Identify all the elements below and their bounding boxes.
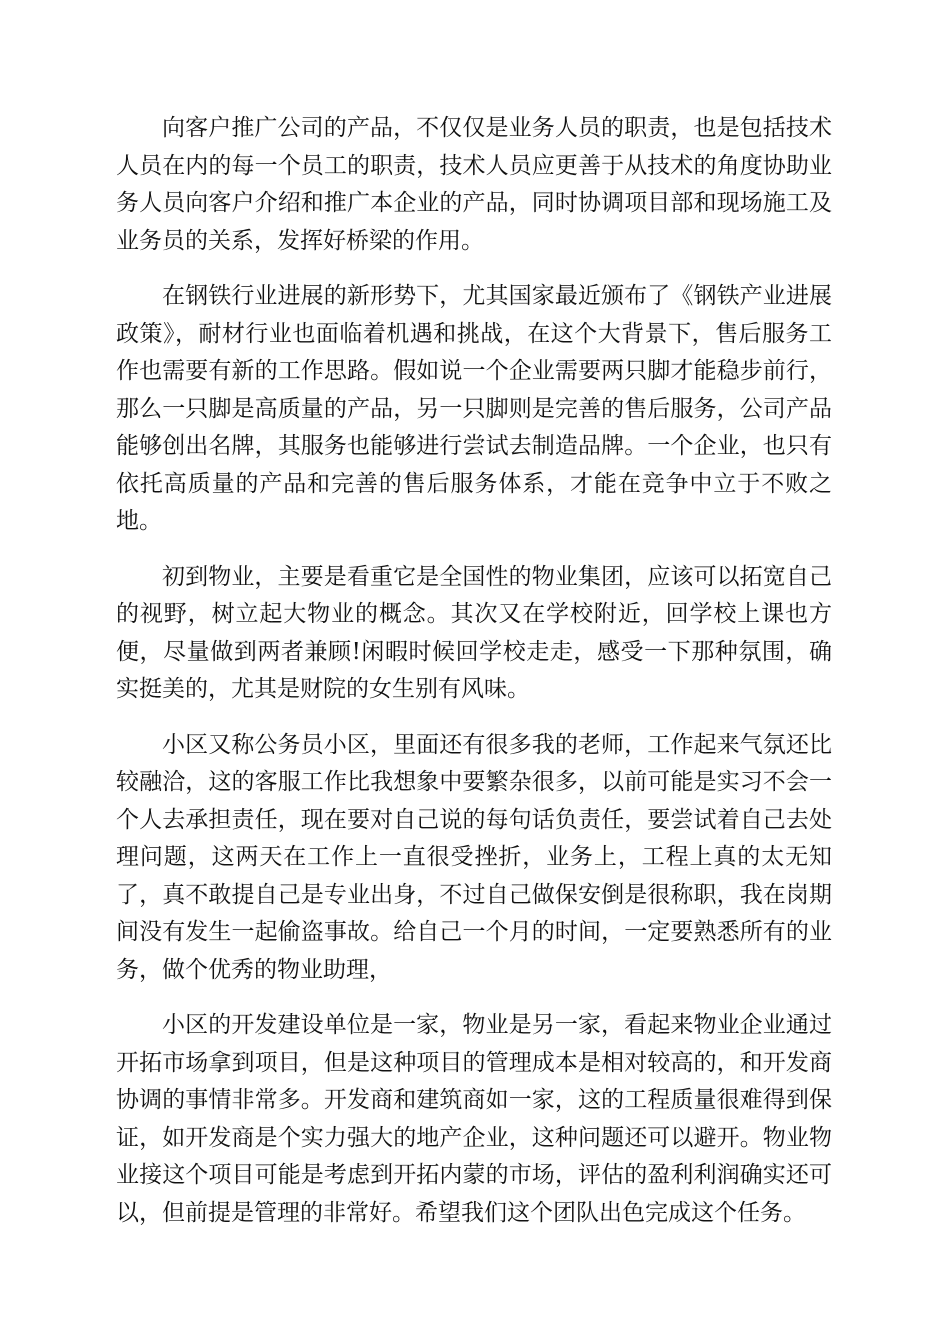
paragraph-2: 在钢铁行业进展的新形势下，尤其国家最近颁布了《钢铁产业进展政策》，耐材行业也面临着机遇和挑战，在这个大背景下，售后服务工作也需要有新的工作思路。假如说一个企业需要两只脚才能稳步前行，那么一只脚是高质量的产品，另一只脚则是完善的售后服务，公司产品能够创出名牌，其服务也能够进行尝试去制造品牌。一个企业，也只有依托高质量的产品和完善的售后服务体系，才能在竞争中立于不败之地。 [116,283,832,534]
document-body [116,110,832,1250]
paragraph-3: 初到物业，主要是看重它是全国性的物业集团，应该可以拓宽自己的视野，树立起大物业的概念。其次又在学校附近，回学校上课也方便，尽量做到两者兼顾!闲暇时候回学校走走，感受一下那种氛围，确实挺美的，尤其是财院的女生别有风味。 [116,563,832,702]
paragraph-4: 小区又称公务员小区，里面还有很多我的老师，工作起来气氛还比较融洽，这的客服工作比我想象中要繁杂很多，以前可能是实习不会一个人去承担责任，现在要对自己说的每句话负责任，要尝试着自己去处理问题，这两天在工作上一直很受挫折，业务上，工程上真的太无知了，真不敢提自己是专业出身，不过自己做保安倒是很称职，我在岗期间没有发生一起偷盗事故。给自己一个月的时间，一定要熟悉所有的业务，做个优秀的物业助理， [116,731,832,983]
paragraph-5: 小区的开发建设单位是一家，物业是另一家，看起来物业企业通过开拓市场拿到项目，但是这种项目的管理成本是相对较高的，和开发商协调的事情非常多。开发商和建筑商如一家，这的工程质量很难得到保证，如开发商是个实力强大的地产企业，这种问题还可以避开。物业物业接这个项目可能是考虑到开拓内蒙的市场，评估的盈利利润确实还可以，但前提是管理的非常好。希望我们这个团队出色完成这个任务。 [116,1012,832,1226]
paragraph-1: 向客户推广公司的产品，不仅仅是业务人员的职责，也是包括技术人员在内的每一个员工的职责，技术人员应更善于从技术的角度协助业务人员向客户介绍和推广本企业的产品，同时协调项目部和现场施工及业务员的关系，发挥好桥梁的作用。 [116,115,832,254]
